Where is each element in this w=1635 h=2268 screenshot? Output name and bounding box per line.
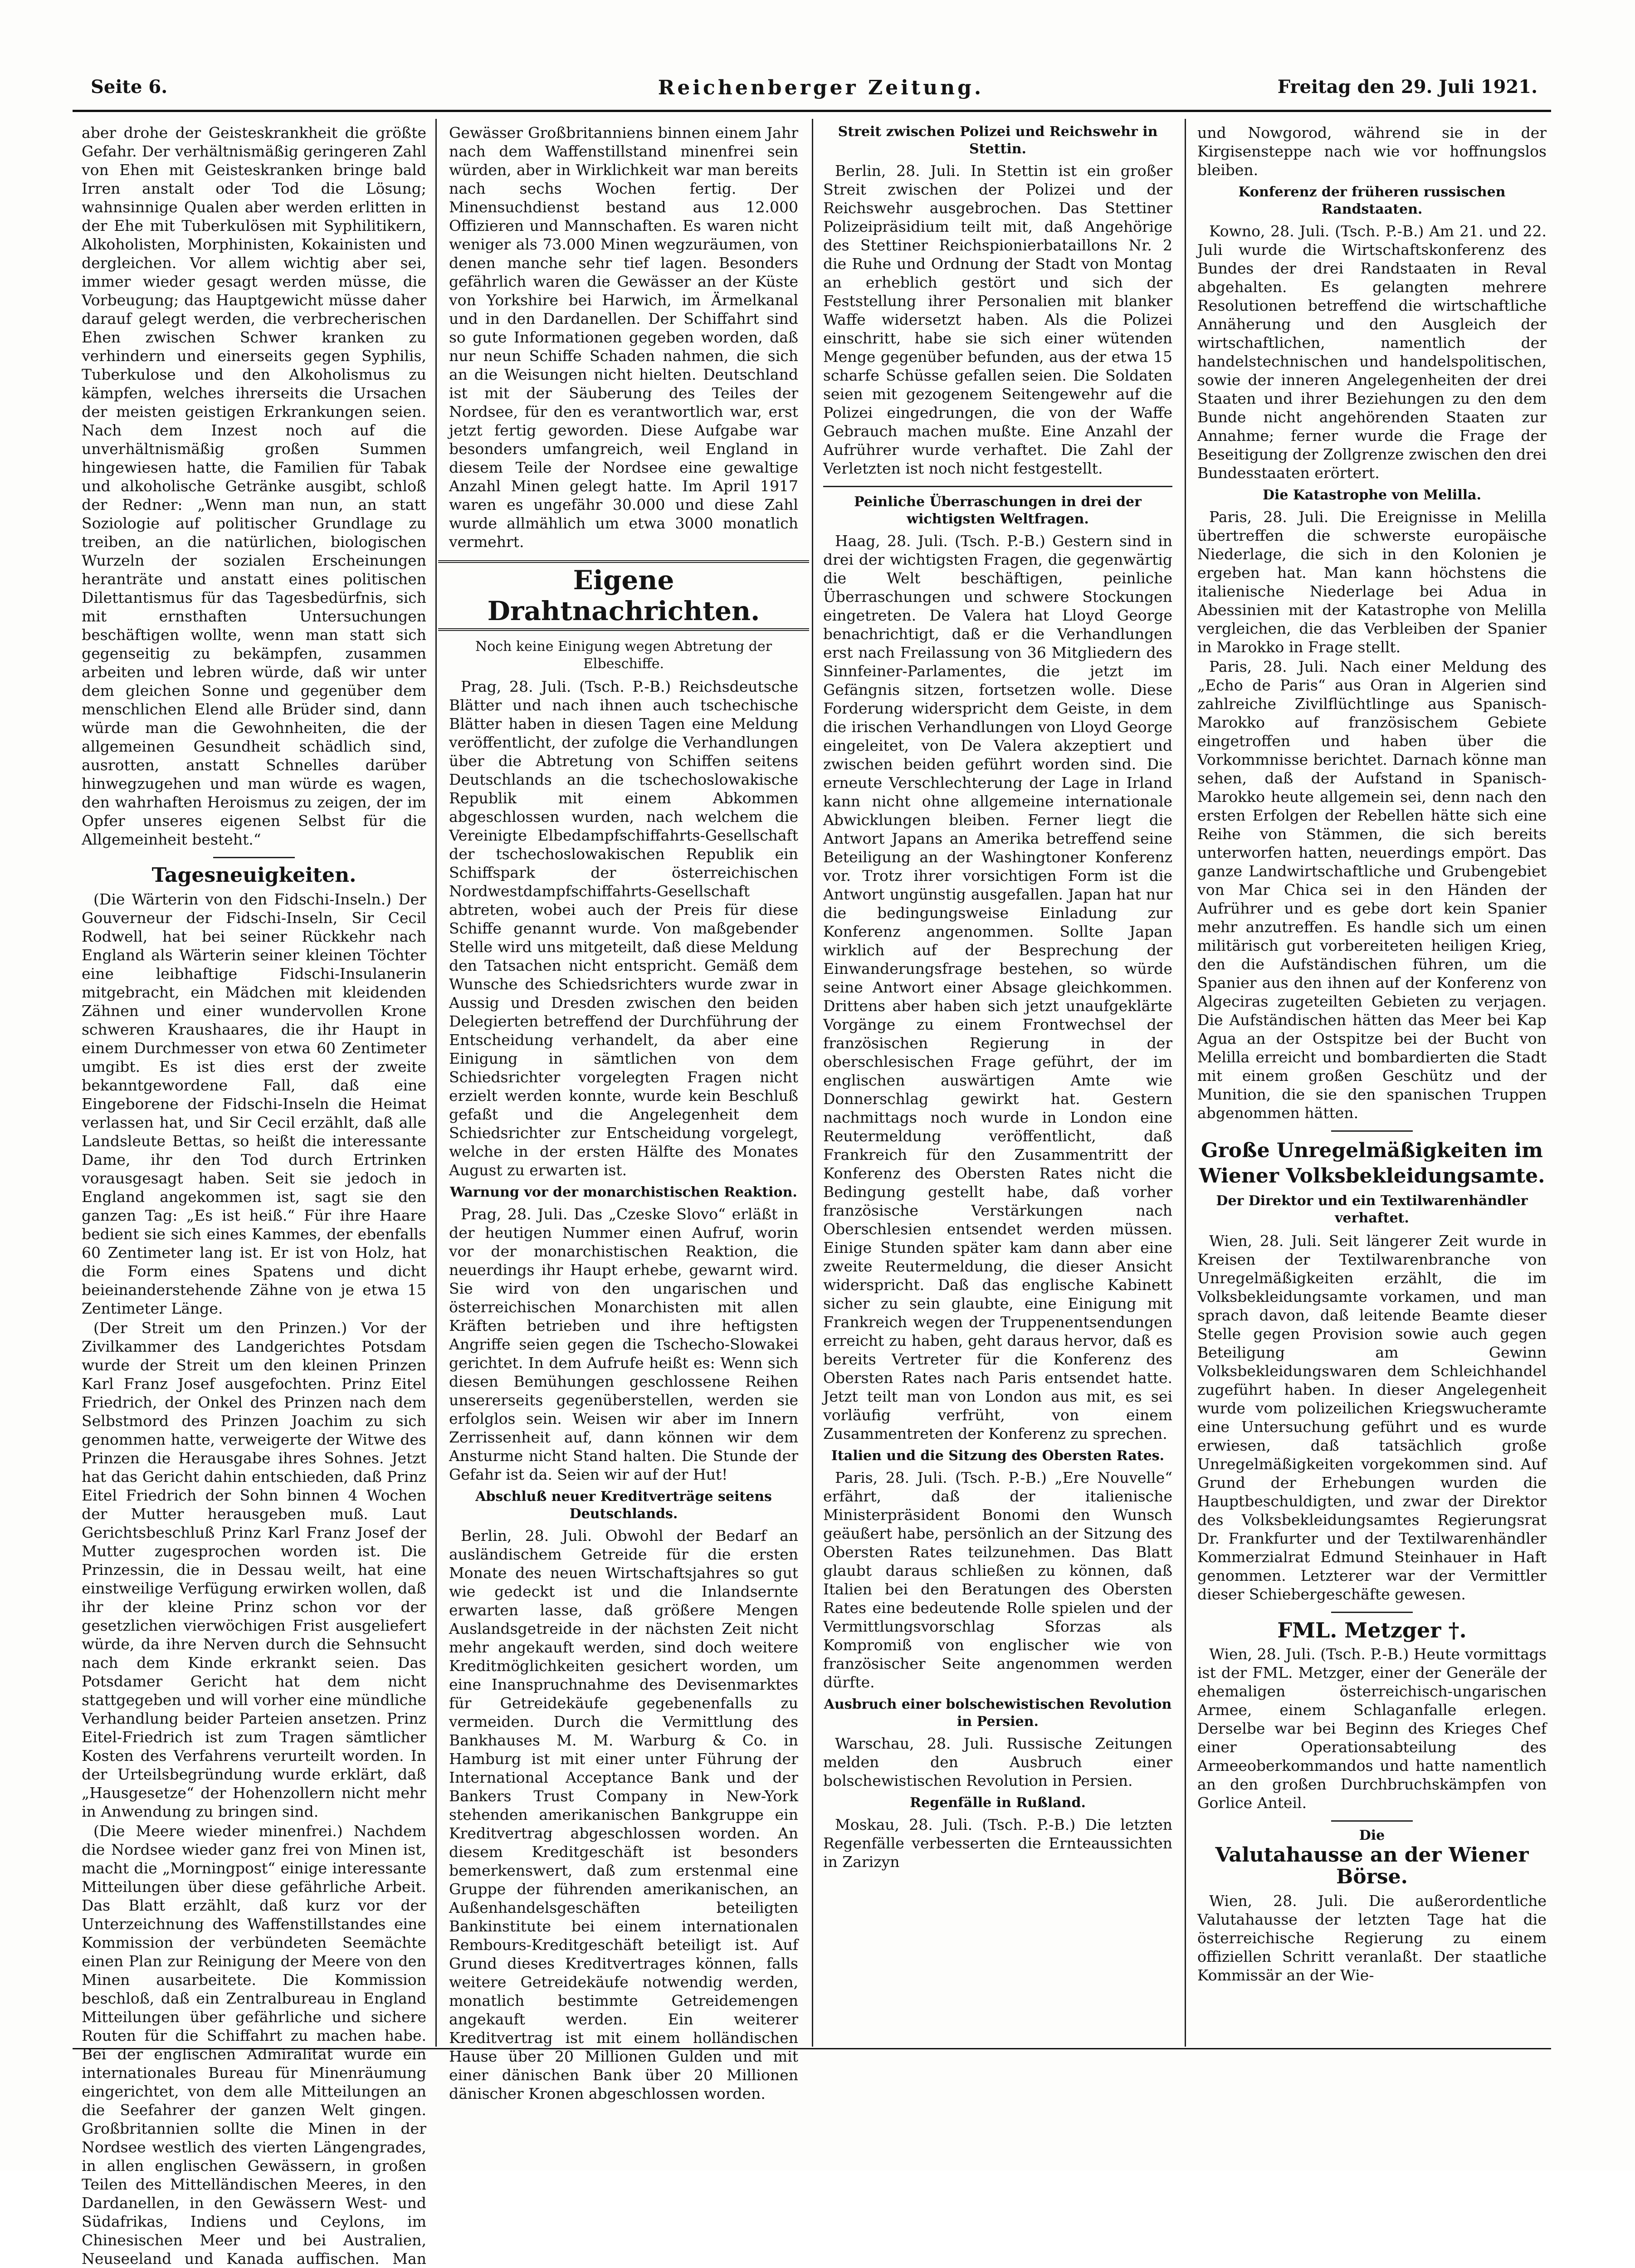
article-text: (Die Wärterin von den Fidschi-Inseln.) Der Gouverneur der Fidschi-Inseln, Sir Cecil Rodwell, hat bei seiner Rückkehr nach England als Wärterin seiner kleinen Töchter eine leibhaftige Fidschi-Insulanerin mitgebracht, ein Mädchen mit kleidenden Zähnen und einer wundervollen Krone schweren Kraushaares, die ihr Haupt in einem Durchmesser von etwa 60 Zentimeter umgibt. Es ist dies erst der zweite bekanntgewordene Fall, daß eine Eingeborene der Fidschi-Inseln die Heimat verlassen hat, und Sir Cecil erzählt, daß alle Landsleute Bettas, so heißt die interessante Dame, ihr den Tod durch Ertrinken vorausgesagt haben. Seit sie jedoch in England angekommen ist, sagt sie den ganzen Tag: „Es ist heiß.“ Für ihre Haare bedient sie sich eines Kammes, der ebenfalls 60 Zentimeter lang ist. Er ist von Holz, hat die Form eines Spatens und dicht beieinanderstehende Zähne von je etwa 15 Zentimeter Länge. (82, 890, 426, 1317)
article-headline: Peinliche Überraschungen in drei der wichtigsten Weltfragen. (854, 494, 1142, 527)
article-subheadline: Der Direktor und ein Textilwarenhändler verhaftet. (1216, 1193, 1528, 1226)
article-headline: Regenfälle in Rußland. (910, 1795, 1086, 1811)
section-divider (213, 857, 295, 858)
section-divider (1331, 1820, 1413, 1822)
article-text: Kowno, 28. Juli. (Tsch. P.-B.) Am 21. und 22. Juli wurde die Wirtschaftskonferenz des Bundes der drei Randstaaten in Reval abgehalten. Es gelangten mehrere Resolutionen betreffend die wirtschaftliche Annäherung und den Ausgleich der wirtschaftlichen, namentlich der handelstechnischen und handelspolitischen, sowie der inneren Angelegenheiten der drei Staaten und ihrer Beziehungen zu den dem Bunde nicht angehörenden Staaten zur Annahme; ferner wurde die Frage der Beseitigung der Zollgrenze zwischen den drei Bundesstaaten erörtert. (1197, 222, 1547, 482)
section-divider (1331, 1130, 1413, 1132)
article-text: und Nowgorod, während sie in der Kirgisensteppe nach wie vor hoffnungslos bleiben. (1197, 124, 1547, 179)
section-heading: FML. Metzger †. (1277, 1618, 1467, 1642)
article-text: Warschau, 28. Juli. Russische Zeitungen melden den Ausbruch einer bolschewistischen Revolution in Persien. (823, 1735, 1172, 1789)
article-text: Paris, 28. Juli. Die Ereignisse in Melilla übertreffen die schwerste europäische Niederlage, die sich in den Kolonien je ergeben hat. Man kann höchstens die italienische Niederlage bei Adua in Abessinien mit der Katastrophe von Melilla vergleichen, die das Verbleiben der Spanier in Marokko in Frage stellt. (1197, 508, 1547, 656)
article-text: Wien, 28. Juli. Seit längerer Zeit wurde in Kreisen der Textilwarenbranche von Unregelmäßigkeiten erzählt, die im Volksbekleidungsamte vorkamen, und man sprach davon, daß leitende Beamte dieser Stelle gegen Provision sowie auch gegen Beteiligung am Gewinn Volksbekleidungswaren dem Schleichhandel zugeführt haben. In dieser Angelegenheit wurde vom polizeilichen Kriegswucheramte eine Untersuchung geführt und es wurde erwiesen, daß tatsächlich große Unregelmäßigkeiten vorgekommen sind. Auf Grund der Erhebungen wurden die Hauptbeschuldigten, und zwar der Direktor des Volksbekleidungsamtes Regierungsrat Dr. Frankfurter und der Textilwarenhändler Kommerzialrat Edmund Steinhauer in Haft genommen. Letzterer war der Vermittler dieser Schiebergeschäfte gewesen. (1197, 1232, 1547, 1603)
article-text: (Der Streit um den Prinzen.) Vor der Zivilkammer des Landgerichtes Potsdam wurde der Streit um den kleinen Prinzen Karl Franz Josef ausgefochten. Prinz Eitel Friedrich, der Onkel des Prinzen nach dem Selbstmord des Prinzen Joachim zu sich genommen hatte, verweigerte der Witwe des Prinzen die Herausgabe ihres Sohnes. Jetzt hat das Gericht dahin entschieden, daß Prinz Eitel Friedrich der Sohn binnen 4 Wochen der Mutter herausgeben muß. Laut Gerichtsbeschluß Prinz Karl Franz Josef der Mutter zugesprochen worden ist. Die Prinzessin, die in Dessau weilt, hat eine einstweilige Verfügung erwirken wollen, daß ihr der kleine Prinz schon vor der gesetzlichen vierwöchigen Frist ausgeliefert würde, da ihre Nerven durch die Sehnsucht nach dem Kinde erkrankt seien. Das Potsdamer Gericht hat dem nicht stattgegeben und will vorher eine mündliche Verhandlung beider Parteien ansetzen. Prinz Eitel-Friedrich ist zum Tragen sämtlicher Kosten des Verfahrens verurteilt worden. In der Urteilsbegründung wurde erklärt, daß „Hausgesetze“ der Hohenzollern nicht mehr in Anwendung zu bringen sind. (82, 1319, 426, 1820)
header-rule (73, 110, 1551, 112)
column-divider (435, 119, 437, 2047)
page-number: Seite 6. (91, 76, 168, 98)
article-text: Haag, 28. Juli. (Tsch. P.-B.) Gestern sind in drei der wichtigsten Fragen, die gegenwärtig die Welt beschäftigen, peinliche Überraschungen und schwere Stockungen eingetreten. De Valera hat Lloyd George benachrichtigt, daß er die Verhandlungen erst nach Freilassung von 36 Mitgliedern des Sinnfeiner-Parlamentes, die jetzt im Gefängnis sitzen, fortsetzen wolle. Diese Forderung widerspricht dem Geiste, in dem die irischen Verhandlungen von Lloyd George eingeleitet, von De Valera akzeptiert und zwischen beiden geführt worden sind. Die erneute Verschlechterung der Lage in Irland kann nicht ohne allgemeine internationale Abwicklungen bleiben. Ferner liegt die Antwort Japans an Amerika betreffend seine Beteiligung an der Washingtoner Konferenz vor. Trotz ihrer vorsichtigen Form ist die Antwort ungünstig ausgefallen. Japan hat nur die bedingungsweise Einladung zur Konferenz angenommen. Sollte Japan wirklich auf der Besprechung der Einwanderungsfrage bestehen, so würde seine Antwort einer Absage gleichkommen. Drittens aber haben sich jetzt unaufgeklärte Vorgänge zu einem Frontwechsel der französischen Regierung in der oberschlesischen Frage geführt, der im englischen auswärtigen Amte wie Donnerschlag gewirkt hat. Gestern nachmittags noch wurde in London eine Reutermeldung veröffentlicht, daß Frankreich für den Zusammentritt der Konferenz des Obersten Rates nicht die Bedingung gestellt habe, daß vorher französische Verstärkungen nach Oberschlesien entsendet werden müssen. Einige Stunden später kam dann aber eine zweite Reutermeldung, die dieser Ansicht widerspricht. Daß das englische Kabinett sicher zu sein glaubte, eine Einigung mit Frankreich wegen der Truppenentsendungen erreicht zu haben, geht daraus hervor, daß es bereits Vertreter für die Konferenz des Obersten Rates nach Paris entsendet hatte. Jetzt teilt man von London aus mit, es sei vorläufig verfrüht, von einem Zusammentreten der Konferenz zu sprechen. (823, 532, 1172, 1442)
article-headline: Noch keine Einigung wegen Abtretung der Elbeschiffe. (475, 639, 772, 672)
issue-date: Freitag den 29. Juli 1921. (1277, 76, 1537, 98)
section-heading: Valutahausse an der Wiener Börse. (1215, 1843, 1529, 1888)
column-4 (1197, 123, 1547, 2047)
column-1 (82, 123, 426, 2268)
section-heading: Tagesneuigkeiten. (151, 864, 356, 887)
column-divider (812, 119, 813, 2047)
article-headline: Ausbruch einer bolschewistischen Revolution in Persien. (824, 1696, 1172, 1730)
column-2 (449, 123, 798, 2102)
article-headline: Italien und die Sitzung des Obersten Rates. (831, 1448, 1165, 1464)
article-text: (Die Meere wieder minenfrei.) Nachdem die Nordsee wieder ganz frei von Minen ist, macht die „Morningpost“ einige interessante Mitteilungen über diese gefährliche Arbeit. Das Blatt erzählt, daß kurz vor der Unterzeichnung des Waffenstillstandes eine Kommission der verbündeten Seemächte einen Plan zur Reinigung der Meere von den Minen ausarbeitete. Die Kommission beschloß, daß ein Zentralbureau in England Mitteilungen über gefährliche und sichere Routen für die Schiffahrt zu machen habe. Bei der englischen Admiralität wurde ein internationales Bureau für Minenräumung eingerichtet, von dem alle Mitteilungen an die Seefahrer der ganzen Welt gingen. Großbritannien sollte die Minen in der Nordsee westlich des vierten Längengrades, in allen englischen Gewässern, in großen Teilen des Mittelländischen Meeres, in den Dardanellen, in den Gewässern West- und Südafrikas, Indiens und Ceylons, im Chinesischen Meer und bei Australien, Neuseeland und Kanada auffischen. Man (82, 1822, 426, 2268)
footer-rule (73, 2048, 1551, 2049)
article-text: Moskau, 28. Juli. (Tsch. P.-B.) Die letzten Regenfälle verbesserten die Ernteaussichten in Zarizyn (823, 1816, 1172, 1871)
column-divider (1185, 119, 1186, 2047)
article-text: Prag, 28. Juli. Das „Czeske Slovo“ erläßt in der heutigen Nummer einen Aufruf, worin vor der monarchistischen Reaktion, die neuerdings ihr Haupt erhebe, gewarnt wird. Sie wird von den ungarischen und österreichischen Monarchisten mit allen Kräften betrieben und ihre heftigsten Angriffe seien gegen die Tschecho-Slowakei gerichtet. In dem Aufrufe heißt es: Wenn sich diesen Bemühungen geschlossene Reihen unsererseits gegenüberstellen, werden sie erfolglos sein. Weisen wir aber im Innern Zerrissenheit auf, dann können wir dem Ansturme nicht Stand halten. Die Stunde der Gefahr ist da. Seien wir auf der Hut! (449, 1205, 798, 1483)
article-text: aber drohe der Geisteskrankheit die größte Gefahr. Der verhältnismäßig geringeren Zahl von Ehen mit Geisteskranken bringe bald Irren anstalt oder Tod die Lösung; wahnsinnige Qualen aber werden erlitten in der Ehe mit Tuberkulösen mit Syphilitikern, Alkoholisten, Morphinisten, Kokainisten und dergleichen. Vor allem wichtig aber sei, immer wieder gesagt werden müsse, die Vorbeugung; das Hauptgewicht müsse daher darauf gelegt werden, die verbrecherischen Ehen zwischen Schwer kranken zu verhindern und einerseits gegen Syphilis, Tuberkulose und den Alkoholismus zu kämpfen, welches ihrerseits die Ursachen der meisten geistigen Erkrankungen seien. Nach dem Inzest noch auf die unverhältnismäßig großen Summen hingewiesen hatte, die Familien für Tabak und alkoholische Getränke ausgibt, schloß der Redner: „Wenn man nun, an statt Soziologie auf politischer Grundlage zu treiben, an die natürlichen, biologischen Wurzeln der sozialen Erscheinungen heranträte und anstatt eines politischen Dilettantismus für das Tagesbedürfnis, sich mit ernsthaften Untersuchungen beschäftigen wollte, wenn man statt sich gegenseitig zu bekämpfen, zusammen arbeiten und lebren würde, daß wir unter dem gleichen Sonne und gegenüber dem menschlichen Elend alle Brüder sind, dann würde man die Gewohnheiten, die der allgemeinen Gesundheit schädlich sind, ausrotten, anstatt Schnelles darüber hinwegzugehen und man würde es wagen, den wahrhaften Heroismus zu zeigen, der im Opfer unseres eigenen Selbst für die Allgemeinheit besteht.“ (82, 124, 426, 848)
section-divider (1331, 1612, 1413, 1613)
section-heading: Große Unregelmäßigkeiten im Wiener Volksbekleidungsamte. (1199, 1139, 1545, 1188)
column-3 (823, 123, 1172, 2047)
section-heading-prefix: Die (1359, 1828, 1385, 1843)
article-text: Berlin, 28. Juli. Obwohl der Bedarf an ausländischem Getreide für die ersten Monate des neuen Wirtschaftsjahres so gut wie gedeckt ist und die Inlandsernte erwarten lasse, daß größere Mengen Auslandsgetreide in der nächsten Zeit nicht mehr angekauft werden, sind doch weitere Kreditmöglichkeiten gesichert worden, um eine Inanspruchnahme des Devisenmarktes für Getreidekäufe gegebenenfalls zu vermeiden. Durch die Vermittlung des Bankhauses M. M. Warburg & Co. in Hamburg ist mit einer unter Führung der International Acceptance Bank und der Bankers Trust Company in New-York stehenden amerikanischen Bankgruppe ein Kreditvertrag abgeschlossen worden. An diesem Kreditgeschäft ist besonders bemerkenswert, daß zum erstenmal eine Gruppe der führenden amerikanischen, an Außenhandelsgeschäften beteiligten Bankinstitute bei einem internationalen Rembours-Kreditgeschäft beteiligt ist. Auf Grund dieses Kreditvertrages können, falls weitere Getreidekäufe notwendig werden, monatlich bestimmte Getreidemengen angekauft werden. Ein weiterer Kreditvertrag ist mit einem holländischen Hause über 20 Millionen Gulden und mit einer dänischen Bank über 20 Millionen dänischer Kronen abgeschlossen worden. (449, 1527, 798, 2102)
article-text: Wien, 28. Juli. Die außerordentliche Valutahausse der letzten Tage hat die österreichische Regierung zu einem offiziellen Schritt veranlaßt. Der staatliche Kommissär an der Wie- (1197, 1892, 1547, 1984)
article-text: Paris, 28. Juli. (Tsch. P.-B.) „Ere Nouvelle“ erfährt, daß der italienische Ministerpräsident Bonomi den Wunsch geäußert habe, persönlich an der Sitzung des Obersten Rates teilzunehmen. Das Blatt glaubt daraus schließen zu können, daß Italien bei den Beratungen des Obersten Rates eine bedeutende Rolle spielen und der Vermittlungsvorschlag Sforzas als Kompromiß von englischer wie von französischer Seite angenommen werden dürfte. (823, 1469, 1172, 1691)
article-text: Prag, 28. Juli. (Tsch. P.-B.) Reichsdeutsche Blätter und nach ihnen auch tschechische Blätter haben in diesen Tagen eine Meldung veröffentlicht, der zufolge die Verhandlungen über die Abtretung von Schiffen seitens Deutschlands an die tschechoslowakische Republik mit einem Abkommen abgeschlossen wurden, nach welchem die Vereinigte Elbedampfschiffahrts-Gesellschaft der tschechoslowakischen Republik ein Schiffspark der österreichischen Nordwestdampfschiffahrts-Gesellschaft abtreten, wobei auch der Preis für diese Schiffe genannt wurde. Von maßgebender Stelle wird uns mitgeteilt, daß diese Meldung den Tatsachen nicht entspricht. Gemäß dem Wunsche des Schiedsrichters wurde zwar in Aussig und Dresden zwischen den beiden Delegierten betreffend der Durchführung der Entscheidung verhandelt, da aber eine Einigung in sämtlichen von dem Schiedsrichter vorgelegten Fragen nicht erzielt werden konnte, wurde kein Beschluß gefaßt und die Angelegenheit dem Schiedsrichter zur Entscheidung vorgelegt, welche in der ersten Hälfte des Monates August zu erwarten ist. (449, 678, 798, 1179)
section-divider (823, 486, 1172, 487)
article-headline: Abschluß neuer Kreditverträge seitens Deutschlands. (475, 1489, 772, 1522)
article-headline: Die Katastrophe von Melilla. (1262, 487, 1482, 503)
article-text: Berlin, 28. Juli. In Stettin ist ein großer Streit zwischen der Polizei und der Reichswehr ausgebrochen. Das Stettiner Polizeipräsidium teilt mit, daß Angehörige des Stettiner Reichspionierbataillons Nr. 2 die Ruhe und Ordnung der Stadt von Montag an erheblich gestört und sich der Feststellung ihrer Personalien mit blanker Waffe widersetzt haben. Als die Polizei einschritt, habe sie sich einer wütenden Menge gegenüber befunden, aus der etwa 15 scharfe Schüsse gefallen seien. Die Soldaten seien mit gezogenem Seitengewehr auf die Polizei eingedrungen, die von der Waffe Gebrauch machen mußte. Eine Anzahl der Aufrührer wurde verhaftet. Die Zahl der Verletzten ist noch nicht festgestellt. (823, 162, 1172, 477)
section-banner: Eigene Drahtnachrichten. (438, 560, 809, 631)
article-headline: Konferenz der früheren russischen Randstaaten. (1238, 184, 1506, 217)
article-text: Gewässer Großbritanniens binnen einem Jahr nach dem Waffenstillstand minenfrei sein würden, aber in Wirklichkeit war man bereits nach sechs Wochen fertig. Der Minensuchdienst bestand aus 12.000 Offizieren und Mannschaften. Es waren nicht weniger als 73.000 Minen wegzuräumen, von denen manche sehr tief lagen. Besonders gefährlich waren die Gewässer an der Küste von Yorkshire bei Harwich, im Ärmelkanal und in den Dardanellen. Der Schiffahrt sind so gute Informationen gegeben worden, daß nur neun Schiffe Schaden nahmen, die sich an die Weisungen nicht hielten. Deutschland ist mit der Säuberung des Teiles der Nordsee, für den es verantwortlich war, erst jetzt fertig geworden. Diese Aufgabe war besonders umfangreich, weil England in diesem Teile der Nordsee eine gewaltige Anzahl Minen gelegt hatte. Im April 1917 waren es ungefähr 30.000 und diese Zahl wurde allmählich um etwa 3000 monatlich vermehrt. (449, 124, 798, 551)
article-headline: Streit zwischen Polizei und Reichswehr in Stettin. (838, 124, 1158, 157)
masthead: Reichenberger Zeitung. (658, 76, 984, 99)
article-text: Wien, 28. Juli. (Tsch. P.-B.) Heute vormittags ist der FML. Metzger, einer der Generäle der ehemaligen österreichisch-ungarischen Armee, einem Schlaganfalle erlegen. Derselbe war bei Beginn des Krieges Chef einer Operationsabteilung des Armeeoberkommandos und hatte namentlich an den großen Durchbruchskämpfen von Gorlice Anteil. (1197, 1645, 1547, 1812)
article-text: Paris, 28. Juli. Nach einer Meldung des „Echo de Paris“ aus Oran in Algerien sind zahlreiche Zivilflüchtlinge aus Spanisch-Marokko auf französischem Gebiete eingetroffen und haben über die Vorkommnisse berichtet. Darnach könne man sehen, daß der Aufstand in Spanisch-Marokko heute allgemein sei, denn nach den ersten Erfolgen der Rebellen hätte sich eine Reihe von Stämmen, die sich bereits unterworfen hatten, neuerdings empört. Das ganze Landwirtschaftliche und Grubengebiet von Mar Chica sei in den Händen der Aufrührer und es gebe dort kein Spanier mehr anzutreffen. Es handle sich um einen militärisch gut vorbereiteten heiligen Krieg, den die Aufständischen führen, um die Spanier aus den ihnen auf der Konferenz von Algeciras zugeteilten Gebieten zu verjagen. Die Aufständischen hätten das Meer bei Kap Agua an der Ostspitze bei der Bucht von Melilla erreicht und bombardierten die Stadt mit einem großen Geschütz und der Munition, die sie den spanischen Truppen abgenommen hätten. (1197, 658, 1547, 1122)
article-headline: Warnung vor der monarchistischen Reaktion. (450, 1184, 797, 1200)
